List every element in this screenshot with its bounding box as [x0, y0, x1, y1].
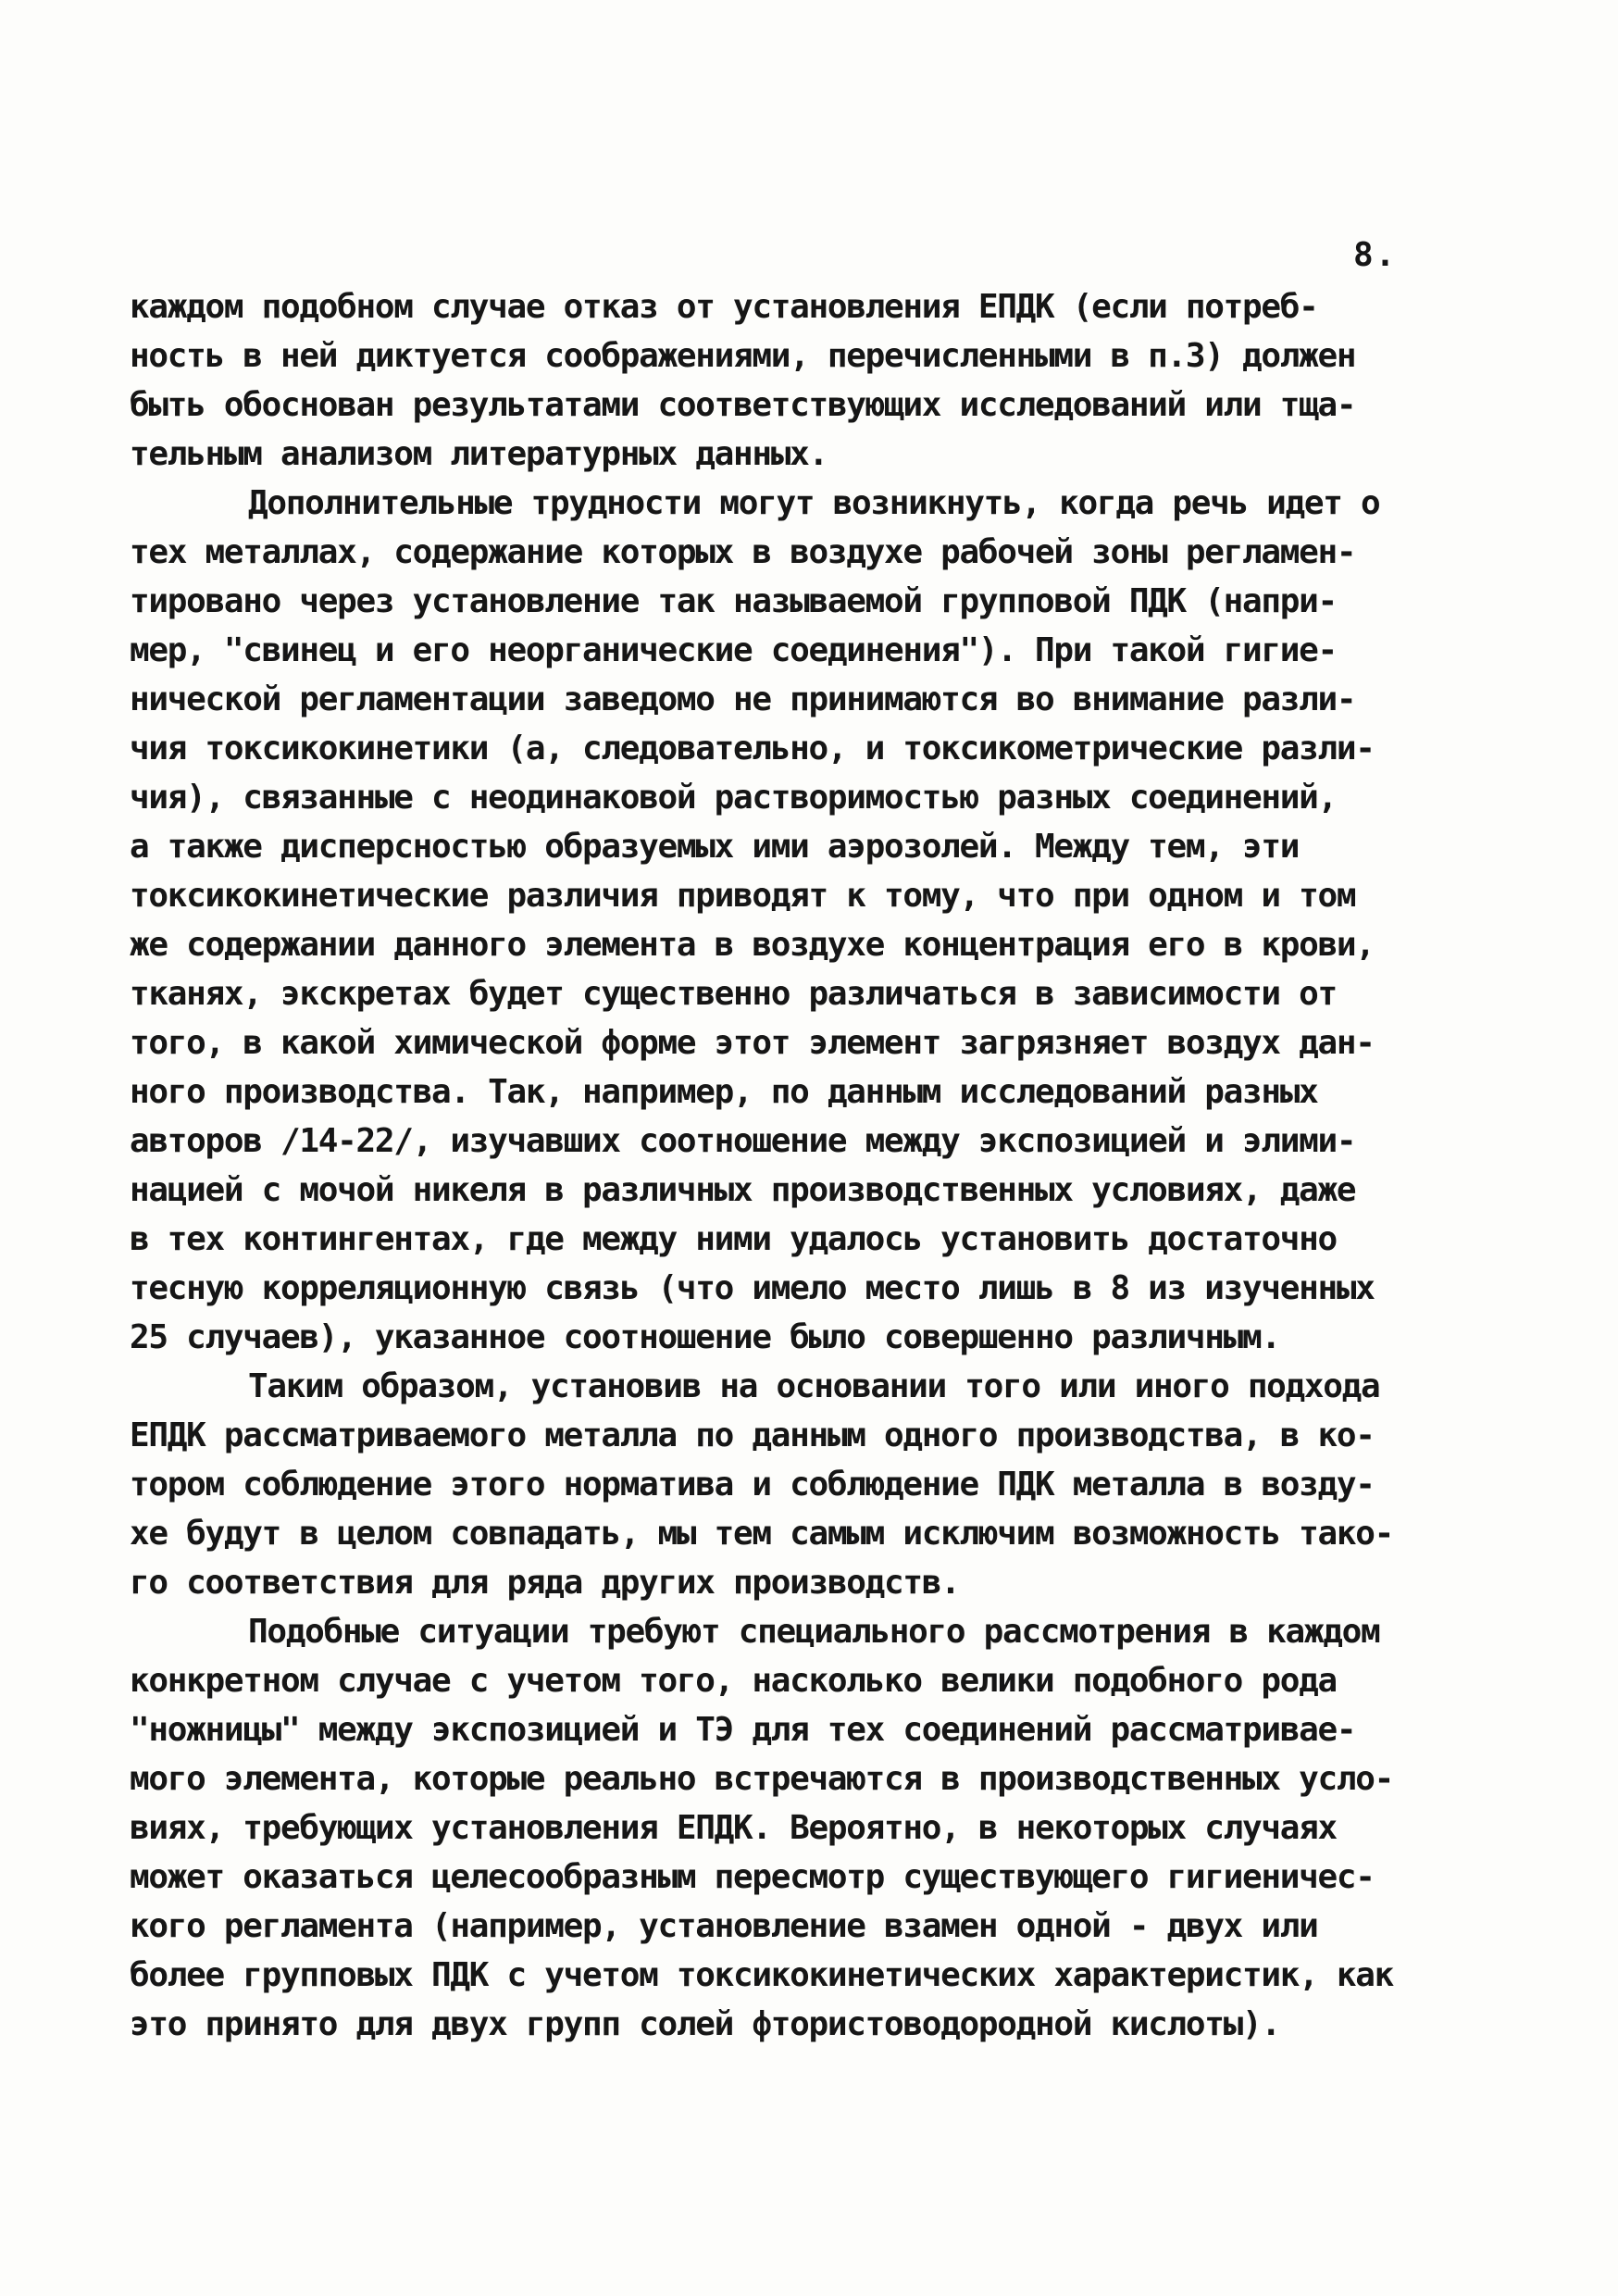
text-line: мого элемента, которые реально встречаются в производственных усло-: [130, 1760, 1394, 1798]
text-line: чия токсикокинетики (а, следовательно, и токсикометрические разли-: [130, 730, 1375, 767]
text-line: авторов /14-22/, изучавших соотношение между экспозицией и элими-: [130, 1122, 1356, 1160]
text-line: тканях, экскретах будет существенно различаться в зависимости от: [130, 975, 1337, 1013]
text-line: хе будут в целом совпадать, мы тем самым исключим возможность тако-: [130, 1515, 1394, 1553]
text-line: виях, требующих установления ЕПДК. Вероятно, в некоторых случаях: [130, 1809, 1337, 1847]
text-line: мер, "свинец и его неорганические соединения"). При такой гигие-: [130, 631, 1337, 669]
text-line: тесную корреляционную связь (что имело место лишь в 8 из изученных: [130, 1269, 1375, 1307]
text-line: тировано через установление так называемой групповой ПДК (напри-: [130, 582, 1337, 620]
text-line: нической регламентации заведомо не принимаются во внимание разли-: [130, 680, 1356, 718]
text-line: более групповых ПДК с учетом токсикокинетических характеристик, как: [130, 1956, 1394, 1994]
text-line: того, в какой химической форме этот элемент загрязняет воздух дан-: [130, 1024, 1375, 1062]
paragraph: [130, 479, 1518, 1362]
text-line: а также дисперсностью образуемых ими аэрозолей. Между тем, эти: [130, 828, 1300, 866]
page-number: 8.: [1353, 236, 1398, 274]
text-line: "ножницы" между экспозицией и ТЭ для тех соединений рассматривае-: [130, 1711, 1356, 1749]
text-line: кого регламента (например, установление взамен одной - двух или: [130, 1907, 1318, 1945]
paragraph: [130, 1362, 1518, 1607]
text-line: это принято для двух групп солей фтористоводородной кислоты).: [130, 2005, 1280, 2043]
text-line: каждом подобном случае отказ от установления ЕПДК (если потреб-: [130, 288, 1318, 326]
text-line: ного производства. Так, например, по данным исследований разных: [130, 1073, 1318, 1111]
text-line: ЕПДК рассматриваемого металла по данным одного производства, в ко-: [130, 1416, 1375, 1454]
text-line: нацией с мочой никеля в различных производственных условиях, даже: [130, 1171, 1356, 1209]
text-line: 25 случаев), указанное соотношение было совершенно различным.: [130, 1318, 1280, 1356]
text-line: может оказаться целесообразным пересмотр существующего гигиеничес-: [130, 1858, 1375, 1896]
text-line: чия), связанные с неодинаковой растворимостью разных соединений,: [130, 779, 1337, 817]
text-line: тех металлах, содержание которых в воздухе рабочей зоны регламен-: [130, 533, 1356, 571]
text-line: го соответствия для ряда других производств.: [130, 1564, 960, 1602]
text-line: конкретном случае с учетом того, насколько велики подобного рода: [130, 1662, 1337, 1700]
text-line: токсикокинетические различия приводят к тому, что при одном и том: [130, 877, 1356, 915]
text-line: в тех контингентах, где между ними удалось установить достаточно: [130, 1220, 1337, 1258]
text-line: же содержании данного элемента в воздухе концентрация его в крови,: [130, 926, 1375, 964]
paragraph: [130, 1607, 1518, 2049]
text-line: Подобные ситуации требуют специального рассмотрения в каждом: [248, 1613, 1380, 1651]
document-body: [130, 282, 1518, 2049]
text-line: ность в ней диктуется соображениями, перечисленными в п.3) должен: [130, 337, 1356, 375]
text-line: тельным анализом литературных данных.: [130, 435, 828, 473]
paragraph: [130, 282, 1518, 479]
text-line: Дополнительные трудности могут возникнуть, когда речь идет о: [248, 484, 1380, 522]
text-line: быть обоснован результатами соответствующих исследований или тща-: [130, 386, 1356, 424]
text-line: Таким образом, установив на основании того или иного подхода: [248, 1367, 1380, 1405]
text-line: тором соблюдение этого норматива и соблюдение ПДК металла в возду-: [130, 1466, 1375, 1504]
